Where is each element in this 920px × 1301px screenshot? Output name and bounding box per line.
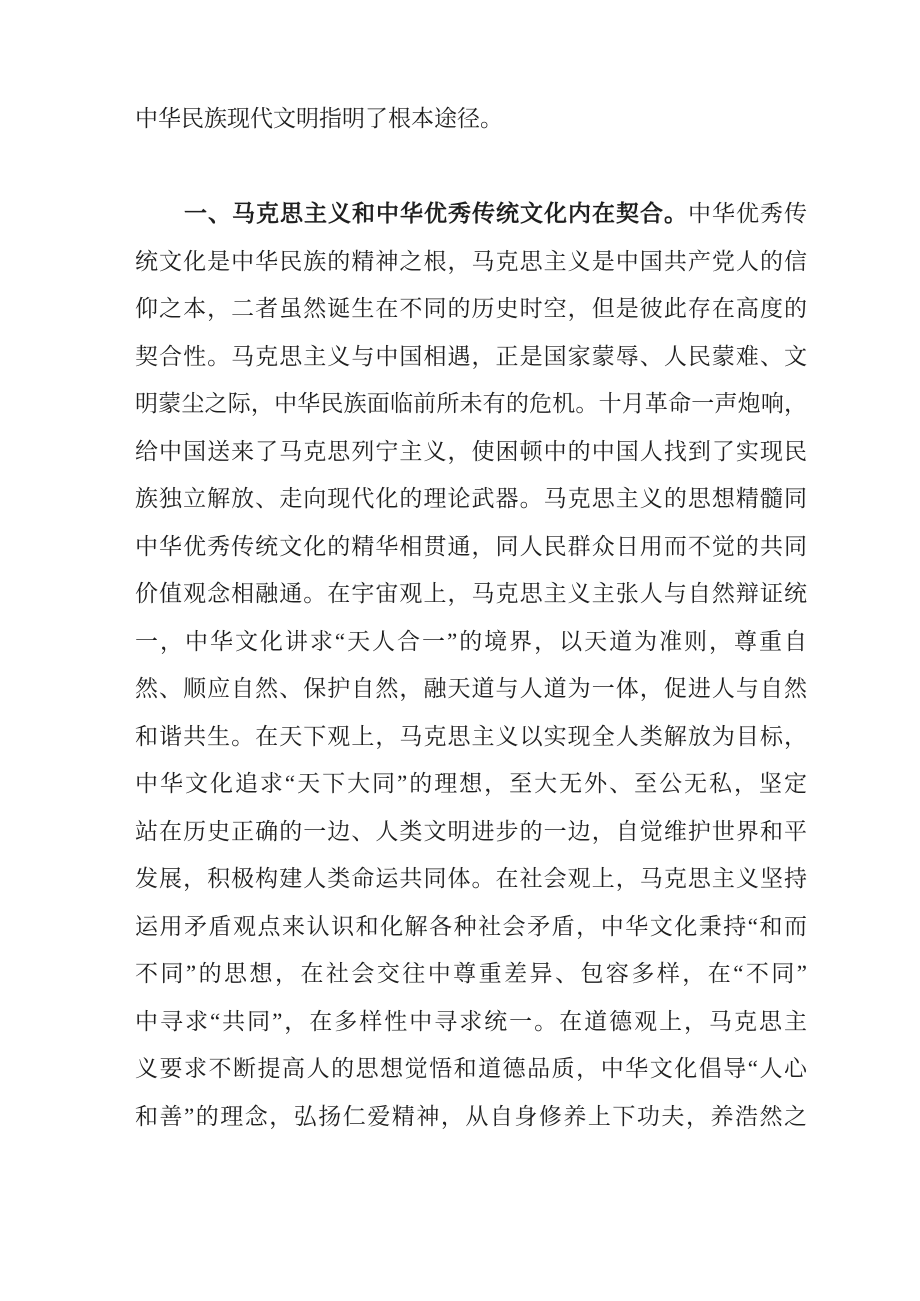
text-line: 不同”的思想，在社会交往中尊重差异、包容多样，在“不同” [135,961,807,986]
section-heading-line [135,190,807,238]
text-line: 站在历史正确的一边、人类文明进步的一边，自觉维护世界和平 [135,818,807,844]
text-line: 发展，积极构建人类命运共同体。在社会观上，马克思主义坚持 [135,866,807,891]
text-line: 统文化是中华民族的精神之根，马克思主义是中国共产党人的信 [135,248,807,274]
text-line: 中华优秀传统文化的精华相贯通，同人民群众日用而不觉的共同 [135,533,807,559]
text-line: 明蒙尘之际，中华民族面临前所未有的危机。十月革命一声炮响， [135,391,807,416]
text-line: 中华民族现代文明指明了根本途径。 [135,106,503,131]
text-line: 族独立解放、走向现代化的理论武器。马克思主义的思想精髓同 [135,486,807,511]
text-line: 和谐共生。在天下观上，马克思主义以实现全人类解放为目标， [135,723,807,749]
document-content [135,95,807,1140]
text-line: 仰之本，二者虽然诞生在不同的历史时空，但是彼此存在高度的 [135,296,807,321]
text-line: 运用矛盾观点来认识和化解各种社会矛盾，中华文化秉持“和而 [135,913,807,939]
blank-line [135,143,807,191]
text-line: 一，中华文化讲求“天人合一”的境界，以天道为准则，尊重自 [135,628,807,654]
paragraph-indent [135,220,183,221]
section-heading-continuation: 中华优秀传 [688,201,807,226]
text-line: 中华文化追求“天下大同”的理想，至大无外、至公无私，坚定 [135,771,807,796]
text-line: 价值观念相融通。在宇宙观上，马克思主义主张人与自然辩证统 [135,581,807,606]
section-heading-text: 一、马克思主义和中华优秀传统文化内在契合。 [183,201,688,226]
text-line: 契合性。马克思主义与中国相遇，正是国家蒙辱、人民蒙难、文 [135,343,807,369]
text-line: 给中国送来了马克思列宁主义，使困顿中的中国人找到了实现民 [135,438,807,464]
text-line: 然、顺应自然、保护自然，融天道与人道为一体，促进人与自然 [135,676,807,701]
text-line: 义要求不断提高人的思想觉悟和道德品质，中华文化倡导“人心 [135,1056,807,1081]
text-line: 和善”的理念，弘扬仁爱精神，从自身修养上下功夫，养浩然之 [135,1103,807,1129]
text-line: 中寻求“共同”，在多样性中寻求统一。在道德观上，马克思主 [135,1008,807,1034]
